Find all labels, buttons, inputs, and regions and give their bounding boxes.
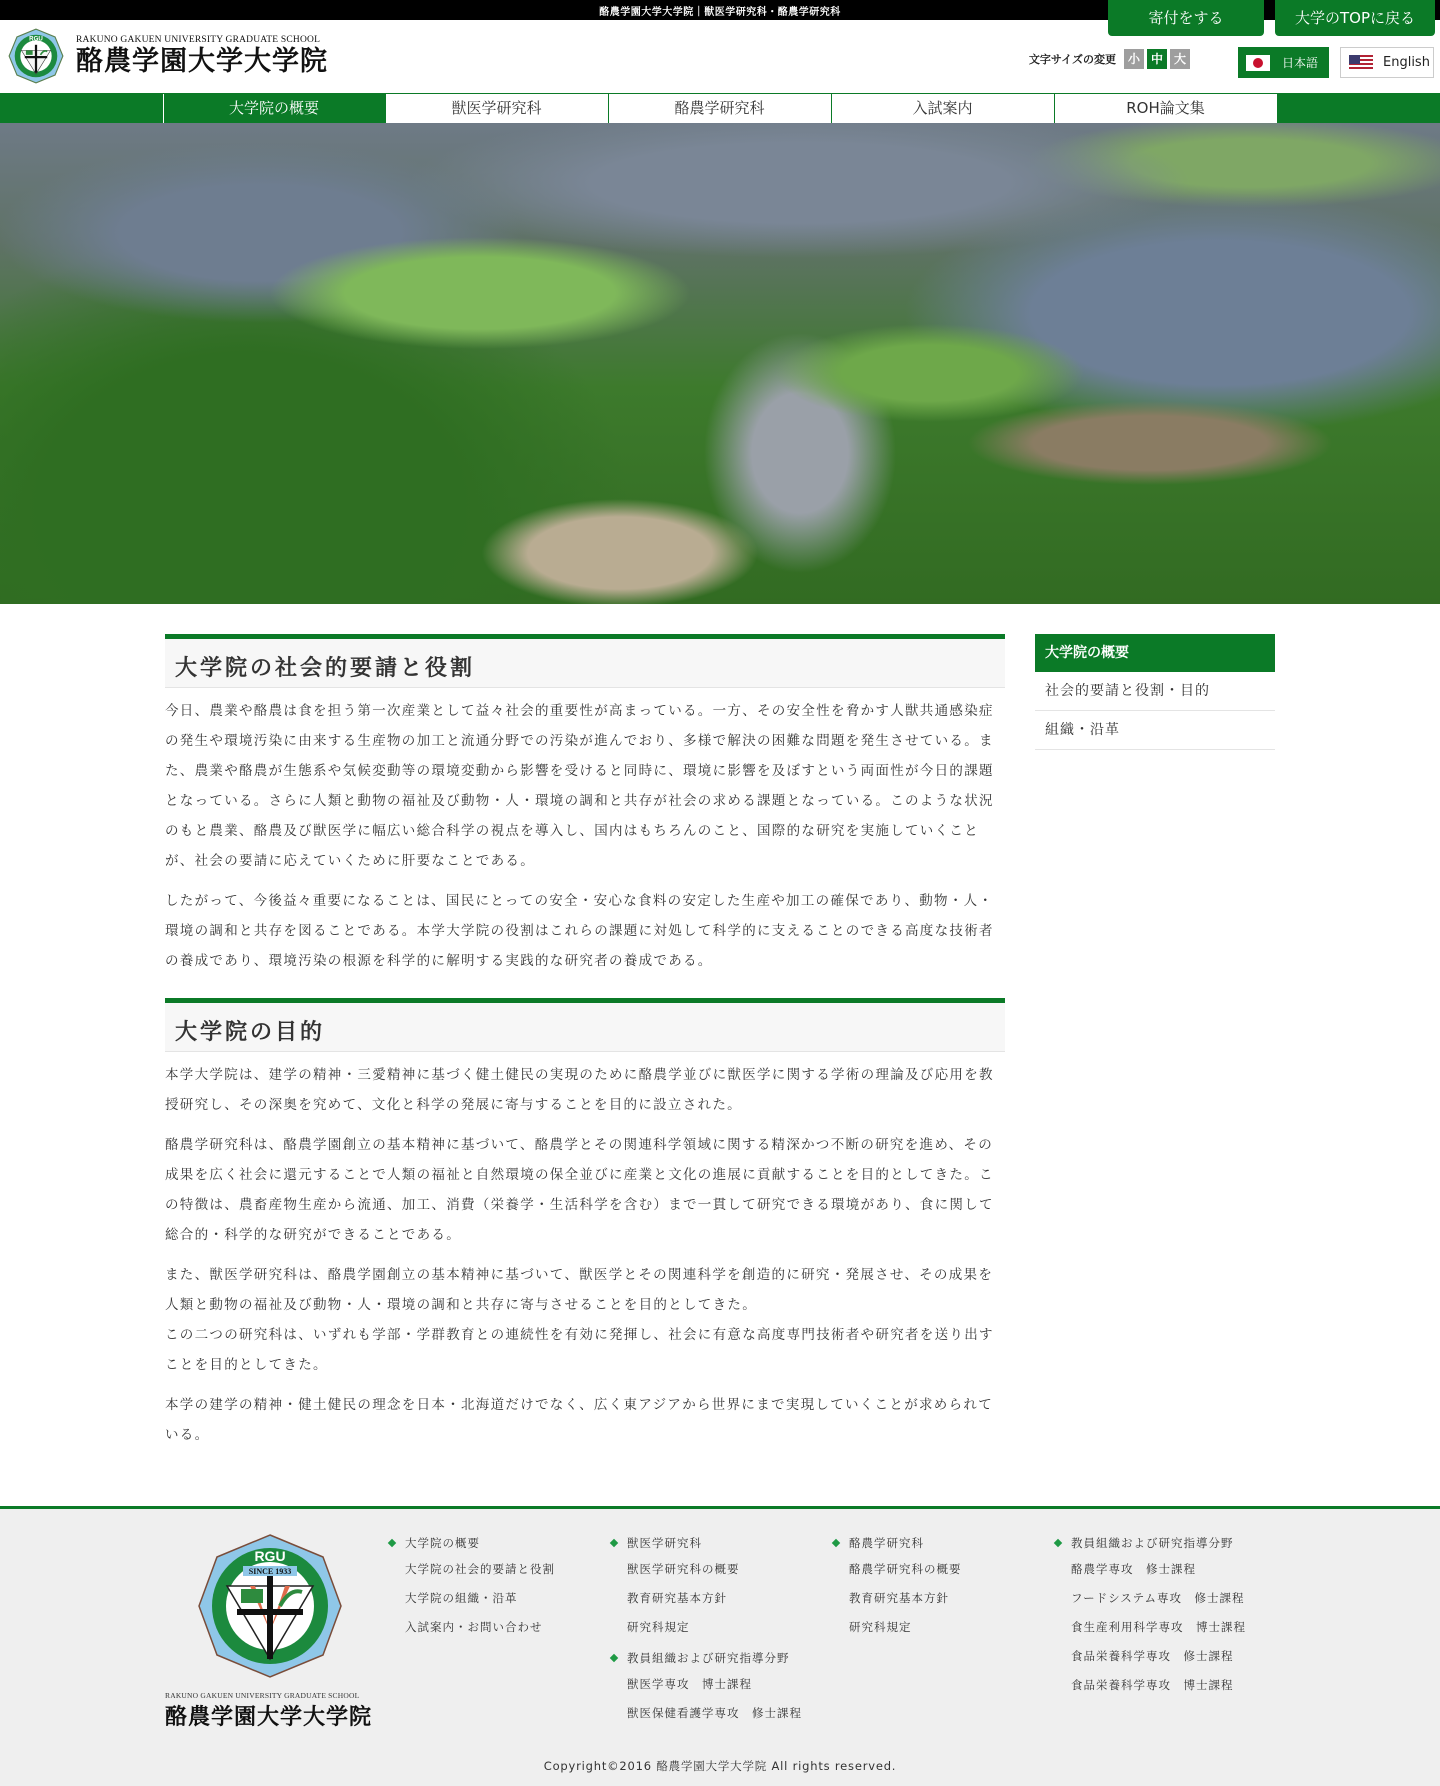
paragraph: また、獣医学研究科は、酪農学園創立の基本精神に基づいて、獣医学とその関連科学を創造的に研究・発展させ、その成果を人類と動物の福祉及び動物・人・環境の調和と共存に寄与させることを目的としてきた。 [165, 1267, 994, 1313]
paragraph: 本学大学院は、建学の精神・三愛精神に基づく健土健民の実現のために酪農学並びに獣医学に関する学術の理論及び応用を教授研究し、その深奥を究めて、文化と科学の発展に寄与することを目的に設立された。 [165, 1067, 994, 1113]
university-top-button[interactable]: 大学のTOPに戻る [1275, 0, 1435, 36]
copyright: Copyright©2016 酪農学園大学大学院 All rights reserved. [543, 1759, 897, 1773]
footer-link[interactable]: 食品栄養科学専攻 博士課程 [1071, 1678, 1234, 1692]
footer-link[interactable]: 大学院の社会的要請と役割 [405, 1562, 555, 1576]
nav-item-overview[interactable]: 大学院の概要 [163, 94, 386, 123]
footer-link[interactable]: 獣医保健看護学専攻 修士課程 [627, 1706, 802, 1720]
footer-link[interactable]: 教育研究基本方針 [627, 1591, 727, 1605]
footer-sitemap [387, 1531, 1275, 1732]
logo-english: RAKUNO GAKUEN UNIVERSITY GRADUATE SCHOOL [76, 35, 321, 45]
footer-link[interactable]: 大学院の組織・沿革 [405, 1591, 518, 1605]
site-tagline: 酪農学園大学大学院｜獣医学研究科・酪農学研究科 [599, 7, 841, 18]
footer-link[interactable]: 入試案内・お問い合わせ [405, 1620, 543, 1634]
footer-link[interactable]: 酪農学研究科の概要 [849, 1562, 962, 1576]
footer-column-overview [387, 1531, 609, 1732]
footer-heading[interactable]: 大学院の概要 [387, 1531, 609, 1555]
footer-link[interactable]: 獣医学研究科の概要 [627, 1562, 740, 1576]
paragraph: 酪農学研究科は、酪農学園創立の基本精神に基づいて、酪農学とその関連科学領域に関する精深かつ不断の研究を進め、その成果を広く社会に還元することで人類の福祉と自然環境の保全並びに産業と文化の進展に貢献することを目的としてきた。この特徴は、農畜産物生産から流通、加工、消費（栄養学・生活科学を含む）まで一貫して研究できる環境があり、食に関して総合的・科学的な研究ができることである。 [165, 1137, 994, 1243]
footer-logo[interactable] [165, 1531, 387, 1732]
nav-item-veterinary[interactable]: 獣医学研究科 [386, 94, 609, 123]
footer-logo-japanese: 酪農学園大学大学院 [165, 1705, 373, 1730]
footer-link[interactable]: 食品栄養科学専攻 修士課程 [1071, 1649, 1234, 1663]
footer-heading[interactable]: 教員組織および研究指導分野 [1053, 1531, 1275, 1555]
language-japanese-label: 日本語 [1282, 56, 1319, 70]
sidebar-heading[interactable]: 大学院の概要 [1035, 634, 1275, 672]
font-size-medium-button[interactable]: 中 [1147, 49, 1167, 69]
section-social-role [165, 634, 1005, 976]
svg-text:RGU: RGU [254, 1548, 286, 1564]
paragraph: この二つの研究科は、いずれも学部・学群教育との連続性を有効に発揮し、社会に有意な高度専門技術者や研究者を送り出すことを目的としてきた。 [165, 1327, 994, 1373]
footer-link[interactable]: 食生産利用科学専攻 博士課程 [1071, 1620, 1246, 1634]
font-size-large-button[interactable]: 大 [1170, 49, 1190, 69]
font-size-label: 文字サイズの変更 [1028, 53, 1116, 66]
japan-flag-icon [1246, 55, 1270, 71]
nav-item-dairy-science[interactable]: 酪農学研究科 [609, 94, 832, 123]
footer-link[interactable]: 研究科規定 [849, 1620, 912, 1634]
language-english-label: English [1383, 55, 1430, 70]
university-emblem-icon [195, 1531, 345, 1681]
sidebar-item-organization[interactable]: 組織・沿革 [1035, 711, 1275, 750]
language-japanese-button[interactable] [1238, 47, 1329, 78]
footer [0, 1506, 1440, 1786]
university-emblem-icon [8, 28, 64, 84]
footer-column-veterinary [609, 1531, 831, 1732]
nav-item-admissions[interactable]: 入試案内 [832, 94, 1055, 123]
footer-link[interactable]: フードシステム専攻 修士課程 [1071, 1591, 1245, 1605]
footer-column-faculty [1053, 1531, 1275, 1732]
sidebar [1035, 634, 1275, 1472]
footer-heading[interactable]: 獣医学研究科 [609, 1531, 831, 1555]
language-english-button[interactable] [1340, 47, 1434, 78]
nav-item-roh-papers[interactable]: ROH論文集 [1055, 94, 1278, 123]
font-size-control [1029, 49, 1193, 69]
site-logo[interactable] [8, 28, 328, 84]
hero-aerial-photo [0, 123, 1440, 604]
footer-link[interactable]: 教育研究基本方針 [849, 1591, 949, 1605]
svg-text:RGU: RGU [29, 35, 43, 43]
paragraph: したがって、今後益々重要になることは、国民にとっての安全・安心な食料の安定した生産や加工の確保であり、動物・人・環境の調和と共存を図ることである。本学大学院の役割はこれらの課題に対処して科学的に支えることのできる高度な技術者の養成であり、環境汚染の根源を科学的に解明する実践的な研究者の養成である。 [165, 893, 994, 969]
header [0, 20, 1440, 93]
us-flag-icon [1349, 55, 1373, 71]
global-nav [0, 93, 1440, 123]
section-title: 大学院の目的 [165, 998, 1005, 1052]
footer-heading[interactable]: 酪農学研究科 [831, 1531, 1053, 1555]
top-bar [0, 0, 1440, 27]
paragraph: 今日、農業や酪農は食を担う第一次産業として益々社会的重要性が高まっている。一方、その安全性を脅かす人獣共通感染症の発生や環境汚染に由来する生産物の加工と流通分野での汚染が進んでおり、多様で解決の困難な問題を発生させている。また、農業や酪農が生態系や気候変動等の環境変動から影響を受けると同時に、環境に影響を及ぼすという両面性が今日的課題となっている。さらに人類と動物の福祉及び動物・人・環境の調和と共存が社会の求める課題となっている。このような状況のもと農業、酪農及び獣医学に幅広い総合科学の視点を導入し、国内はもちろんのこと、国際的な研究を実施していくことが、社会の要請に応えていくために肝要なことである。 [165, 703, 994, 869]
svg-text:SINCE 1933: SINCE 1933 [248, 1567, 292, 1576]
section-title: 大学院の社会的要請と役割 [165, 634, 1005, 688]
sidebar-item-social-role[interactable]: 社会的要請と役割・目的 [1035, 672, 1275, 711]
footer-logo-english: RAKUNO GAKUEN UNIVERSITY GRADUATE SCHOOL [165, 1691, 360, 1700]
content-area [165, 604, 1275, 1506]
logo-japanese: 酪農学園大学大学院 [76, 46, 328, 77]
footer-link[interactable]: 研究科規定 [627, 1620, 690, 1634]
logo-text [76, 35, 328, 77]
section-purpose [165, 998, 1005, 1450]
footer-column-dairy-science [831, 1531, 1053, 1732]
footer-link[interactable]: 酪農学専攻 修士課程 [1071, 1562, 1196, 1576]
footer-heading[interactable]: 教員組織および研究指導分野 [609, 1646, 831, 1670]
footer-link[interactable]: 獣医学専攻 博士課程 [627, 1677, 752, 1691]
main-content [165, 634, 1005, 1472]
paragraph: 本学の建学の精神・健土健民の理念を日本・北海道だけでなく、広く東アジアから世界にまで実現していくことが求められている。 [165, 1397, 993, 1443]
font-size-small-button[interactable]: 小 [1124, 49, 1144, 69]
donate-button[interactable]: 寄付をする [1108, 0, 1264, 36]
